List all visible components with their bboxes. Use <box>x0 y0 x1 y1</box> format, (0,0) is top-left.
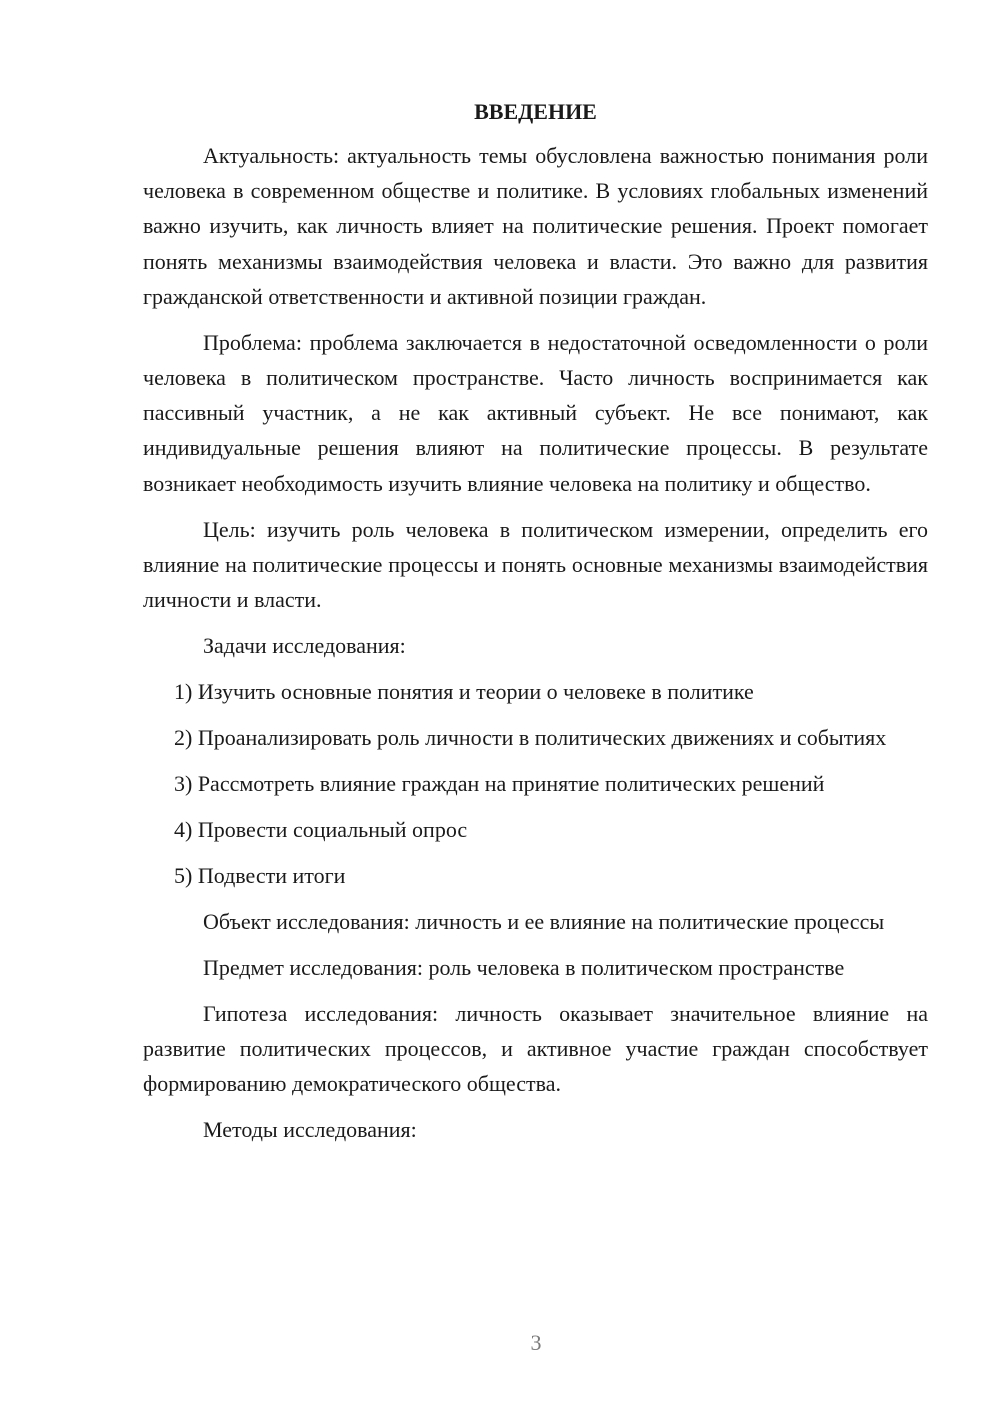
task-item-1: 1) Изучить основные понятия и теории о человеке в политике <box>174 679 754 705</box>
paragraph-relevance: Актуальность: актуальность темы обусловлена важностью понимания роли человека в современном обществе и политике. В условиях глобальных изменений важно изучить, как личность влияет на политические решения. Проект помогает понять механизмы взаимодействия человека и власти. Это важно для развития гражданской ответственности и активной позиции граждан. <box>143 143 928 309</box>
task-item-4: 4) Провести социальный опрос <box>174 817 468 843</box>
paragraph-tasks-title: Задачи исследования: <box>203 633 406 659</box>
paragraph-problem: Проблема: проблема заключается в недостаточной осведомленности о роли человека в политическом пространстве. Часто личность воспринимается как пассивный участник, а не как активный субъект. Не все понимают, как индивидуальные решения влияют на политические процессы. В результате возникает необходимость изучить влияние человека на политику и общество. <box>143 329 928 496</box>
task-item-3: 3) Рассмотреть влияние граждан на принятие политических решений <box>174 771 825 797</box>
page-number: 3 <box>530 1330 542 1355</box>
paragraph-goal: Цель: изучить роль человека в политическом измерении, определить его влияние на политические процессы и понять основные механизмы взаимодействия личности и власти. <box>143 516 928 613</box>
task-item-5: 5) Подвести итоги <box>174 863 346 889</box>
task-item-2: 2) Проанализировать роль личности в политических движениях и событиях <box>174 725 887 751</box>
paragraph-subject: Предмет исследования: роль человека в политическом пространстве <box>203 955 845 981</box>
section-heading: ВВЕДЕНИЕ <box>474 99 597 124</box>
document-page <box>143 96 928 1158</box>
tasks-list <box>143 674 928 893</box>
paragraph-object: Объект исследования: личность и ее влияние на политические процессы <box>203 909 885 935</box>
paragraph-hypothesis: Гипотеза исследования: личность оказывает значительное влияние на развитие политических процессов, и активное участие граждан способствует формированию демократического общества. <box>143 1001 928 1097</box>
paragraph-methods-title: Методы исследования: <box>203 1117 417 1143</box>
